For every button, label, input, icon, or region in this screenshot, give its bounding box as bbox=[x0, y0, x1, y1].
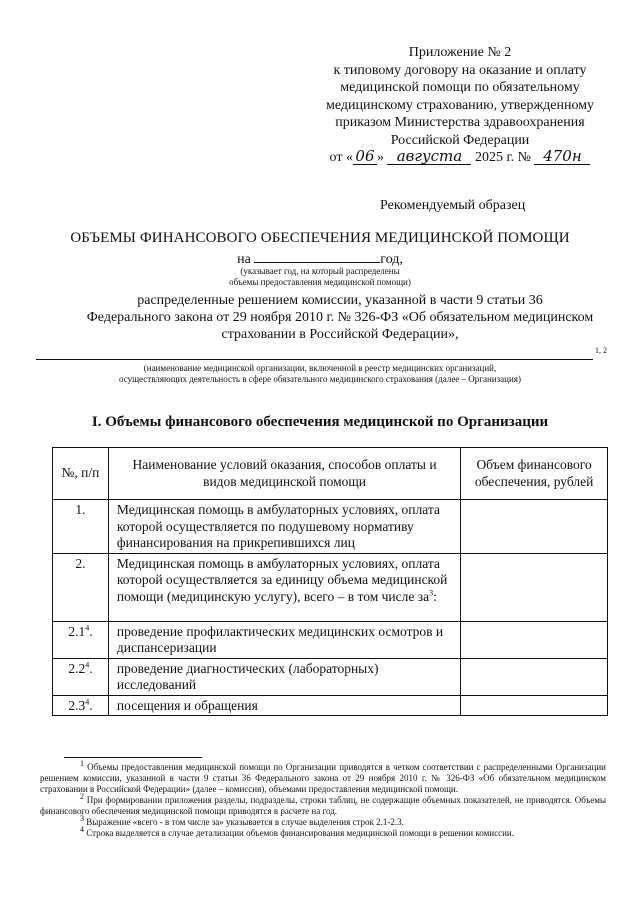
footnote-mark: 4 bbox=[80, 825, 84, 834]
row-num-text: 2.2 bbox=[68, 660, 86, 676]
footnote-text: При формировании приложения разделы, подразделы, строки таблиц, не содержащие объемных показателей, не приводятся. Объемы финансового обеспечения медицинской помощи приводятся в расчете на год. bbox=[40, 795, 606, 816]
date-mid: » bbox=[376, 150, 384, 165]
row-num: $2.1^4$. bbox=[53, 621, 109, 658]
organization-note-line: (наименование медицинской организации, включенной в реестр медицинских организаций, bbox=[143, 363, 497, 373]
table-row bbox=[53, 695, 608, 716]
distributed-line: Федерального закона от 29 ноября 2010 г. № 326-ФЗ «Об обязательном медицинском bbox=[86, 310, 594, 325]
footnote-ref: 3 bbox=[429, 588, 434, 597]
table-row bbox=[53, 553, 608, 621]
organization-name-blank bbox=[36, 359, 593, 360]
row-text bbox=[108, 553, 460, 621]
row-num-text: 2.1 bbox=[68, 623, 86, 639]
row-value-cell bbox=[461, 553, 608, 621]
row-value-cell bbox=[461, 658, 608, 695]
footnote bbox=[40, 792, 606, 817]
organization-footnote-refs: 1, 2 bbox=[595, 346, 607, 355]
table-row bbox=[53, 500, 608, 554]
appendix-line: медицинской помощи по обязательному bbox=[340, 80, 580, 95]
date-day-handwritten: 06 bbox=[353, 149, 377, 165]
volumes-table bbox=[52, 447, 608, 716]
footnote-ref: 4 bbox=[85, 623, 90, 632]
distributed-line: распределенные решением комиссии, указанной в части 9 статьи 36 bbox=[137, 293, 543, 308]
footnote-mark: 3 bbox=[80, 814, 84, 823]
document-title: ОБЪЕМЫ ФИНАНСОВОГО ОБЕСПЕЧЕНИЯ МЕДИЦИНСКОЙ ПОМОЩИ bbox=[70, 230, 570, 246]
footnote bbox=[40, 814, 606, 828]
row-num: $2.2^4$. bbox=[53, 658, 109, 695]
year-note-line: объемы предоставления медицинской помощи) bbox=[229, 277, 411, 287]
row-text: посещения и обращения bbox=[108, 695, 460, 716]
row-value-cell bbox=[461, 621, 608, 658]
row-text-main: Медицинская помощь в амбулаторных условиях, оплата которой осуществляется за единицу объема медицинской помощи (медицинскую услугу), всего – в том числе за bbox=[116, 555, 448, 604]
row-text: Медицинская помощь в амбулаторных условиях, оплата которой осуществляется по подушевому нормативу финансирования на прикрепившихся лиц bbox=[108, 500, 460, 554]
row-num-text: 1. bbox=[75, 502, 86, 517]
header-num: №, п/п bbox=[53, 448, 109, 500]
row-text-end: : bbox=[433, 588, 437, 604]
year-prefix: на bbox=[237, 252, 251, 267]
appendix-date-line bbox=[300, 149, 620, 167]
row-num bbox=[53, 500, 109, 554]
year-suffix: год, bbox=[380, 252, 403, 267]
row-num-text: 2. bbox=[75, 555, 86, 571]
row-num: $2.3^4$. bbox=[53, 695, 109, 716]
row-num bbox=[53, 553, 109, 621]
year-note bbox=[0, 266, 640, 288]
row-text: проведение профилактических медицинских осмотров и диспансеризации bbox=[108, 621, 460, 658]
footnote-text: Строка выделяется в случае детализации объемов финансирования медицинской помощи в решении комиссии. bbox=[86, 828, 514, 838]
appendix-line: к типовому договору на оказание и оплату bbox=[333, 62, 587, 78]
row-num-text: 2.3 bbox=[68, 697, 86, 713]
table-row bbox=[53, 621, 608, 658]
footnote-ref: 4 bbox=[85, 660, 90, 669]
date-year: 2025 г. № bbox=[474, 150, 531, 165]
footnote bbox=[40, 759, 607, 795]
year-blank bbox=[254, 249, 380, 263]
appendix-header bbox=[300, 44, 620, 167]
year-note-line: (указывает год, на который распределены bbox=[240, 266, 400, 276]
footnote bbox=[40, 825, 606, 839]
appendix-line: приказом Министерства здравоохранения bbox=[335, 115, 585, 130]
appendix-line: медицинскому страхованию, утвержденному bbox=[325, 97, 595, 113]
footnote-ref: 4 bbox=[85, 697, 90, 706]
order-number-handwritten: 470н bbox=[534, 149, 590, 165]
appendix-line: Российской Федерации bbox=[390, 132, 530, 148]
distributed-text bbox=[40, 292, 640, 343]
footnote-mark: 2 bbox=[80, 792, 84, 801]
date-prefix: от « bbox=[329, 150, 353, 165]
recommended-sample-label: Рекомендуемый образец bbox=[380, 198, 526, 213]
footnote-separator bbox=[64, 757, 202, 758]
footnote-mark: 1 bbox=[80, 759, 84, 768]
footnote-text: Объемы предоставления медицинской помощи по Организации приводятся в четком соответствии с распределенными Организации решением комиссии, указанной в части 9 статьи 36 Федерального закона от 29 ноября 2010 г. № 326-ФЗ «Об обязательном медицинском страховании в Российской Федерации» (далее – комиссия), объемами предоставления медицинской помощи. bbox=[40, 762, 607, 794]
table-row bbox=[53, 658, 608, 695]
organization-note bbox=[0, 363, 640, 385]
row-text: проведение диагностических (лабораторных) исследований bbox=[108, 658, 460, 695]
section-title: I. Объемы финансового обеспечения медицинской по Организации bbox=[91, 414, 549, 430]
footnote-text: Выражение «всего - в том числе за» указывается в случае выделения строк 2.1-2.3. bbox=[86, 817, 404, 827]
date-month-handwritten: августа bbox=[387, 149, 471, 165]
organization-note-line: осуществляющих деятельность в сфере обязательного медицинского страхования (далее – Организация) bbox=[119, 374, 521, 384]
distributed-line: страховании в Российской Федерации», bbox=[221, 327, 459, 342]
header-volume: Объем финансового обеспечения, рублей bbox=[461, 448, 608, 500]
table-header-row bbox=[53, 448, 608, 500]
row-value-cell bbox=[461, 695, 608, 716]
footnotes bbox=[40, 759, 607, 839]
header-name: Наименование условий оказания, способов оплаты и видов медицинской помощи bbox=[108, 448, 460, 500]
row-value-cell bbox=[461, 500, 608, 554]
appendix-line: Приложение № 2 bbox=[408, 45, 512, 60]
